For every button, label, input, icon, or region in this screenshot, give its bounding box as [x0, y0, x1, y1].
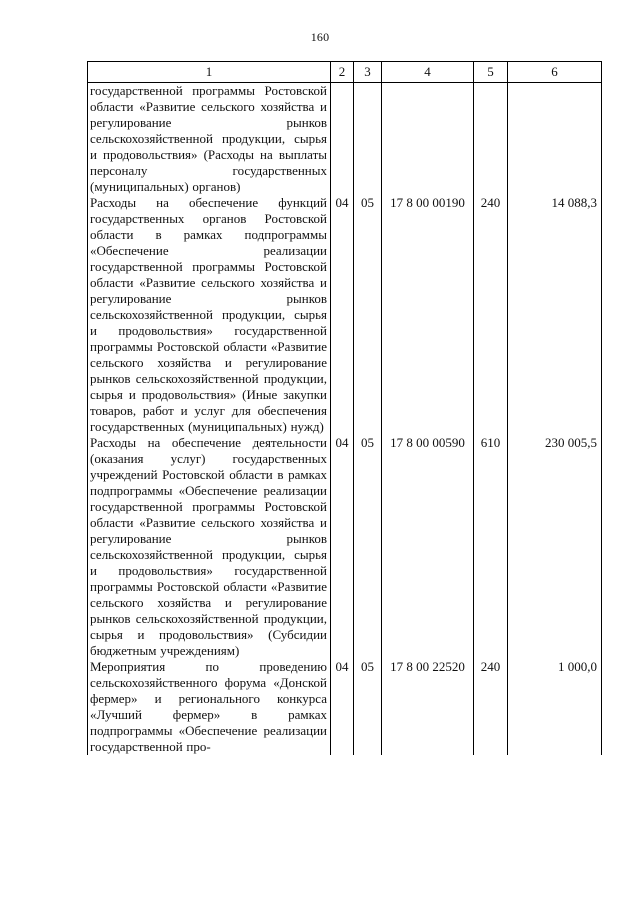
table-header [88, 62, 602, 83]
header-col-5: 5 [474, 62, 508, 83]
row-amount: 14 088,3 [508, 195, 602, 435]
row-name: Расходы на обеспечение функций государственных органов Ростовской области в рамках подпрограммы «Обеспечение реализации государственной программы Ростовской области «Развитие сельского хозяйства и регулирование рынков сельскохозяйственной продукции, сырья и продовольствия» государственной программы Ростовской области «Развитие сельского хозяйства и регулирование рынков сельскохозяйственной продукции, сырья и продовольствия» (Иные закупки товаров, работ и услуг для обеспечения государственных (муниципальных) нужд) [88, 195, 331, 435]
row-section [331, 83, 354, 196]
row-expense-type: 240 [474, 659, 508, 755]
header-col-1: 1 [88, 62, 331, 83]
row-target-article: 17 8 00 00590 [382, 435, 474, 659]
table-body [88, 83, 602, 756]
row-name: Расходы на обеспечение деятельности (оказания услуг) государственных учреждений Ростовской области в рамках подпрограммы «Обеспечение реализации государственной программы Ростовской области «Развитие сельского хозяйства и регулирование рынков сельскохозяйственной продукции, сырья и продовольствия» государственной программы Ростовской области «Развитие сельского хозяйства и регулирование рынков сельскохозяйственной продукции, сырья и продовольствия» (Субсидии бюджетным учреждениям) [88, 435, 331, 659]
header-col-6: 6 [508, 62, 602, 83]
row-name: Мероприятия по проведению сельскохозяйственного форума «Донской фермер» и регионального конкурса «Лучший фермер» в рамках подпрограммы «Обеспечение реализации государственной про- [88, 659, 331, 755]
table-row [88, 435, 602, 659]
row-amount: 1 000,0 [508, 659, 602, 755]
row-expense-type [474, 83, 508, 196]
row-expense-type: 240 [474, 195, 508, 435]
row-amount: 230 005,5 [508, 435, 602, 659]
row-target-article [382, 83, 474, 196]
budget-table [87, 61, 602, 755]
row-section: 04 [331, 195, 354, 435]
row-expense-type: 610 [474, 435, 508, 659]
row-amount [508, 83, 602, 196]
page-number: 160 [310, 30, 330, 44]
row-section: 04 [331, 659, 354, 755]
header-col-2: 2 [331, 62, 354, 83]
row-section: 04 [331, 435, 354, 659]
header-col-4: 4 [382, 62, 474, 83]
row-target-article: 17 8 00 00190 [382, 195, 474, 435]
row-subsection: 05 [354, 435, 382, 659]
row-subsection [354, 83, 382, 196]
header-row [88, 62, 602, 83]
row-name: государственной программы Ростовской области «Развитие сельского хозяйства и регулирование рынков сельскохозяйственной продукции, сырья и продовольствия» (Расходы на выплаты персоналу государственных (муниципальных) органов) [88, 83, 331, 196]
row-subsection: 05 [354, 195, 382, 435]
table-row [88, 83, 602, 196]
row-target-article: 17 8 00 22520 [382, 659, 474, 755]
row-subsection: 05 [354, 659, 382, 755]
header-col-3: 3 [354, 62, 382, 83]
table-row [88, 195, 602, 435]
table-row [88, 659, 602, 755]
